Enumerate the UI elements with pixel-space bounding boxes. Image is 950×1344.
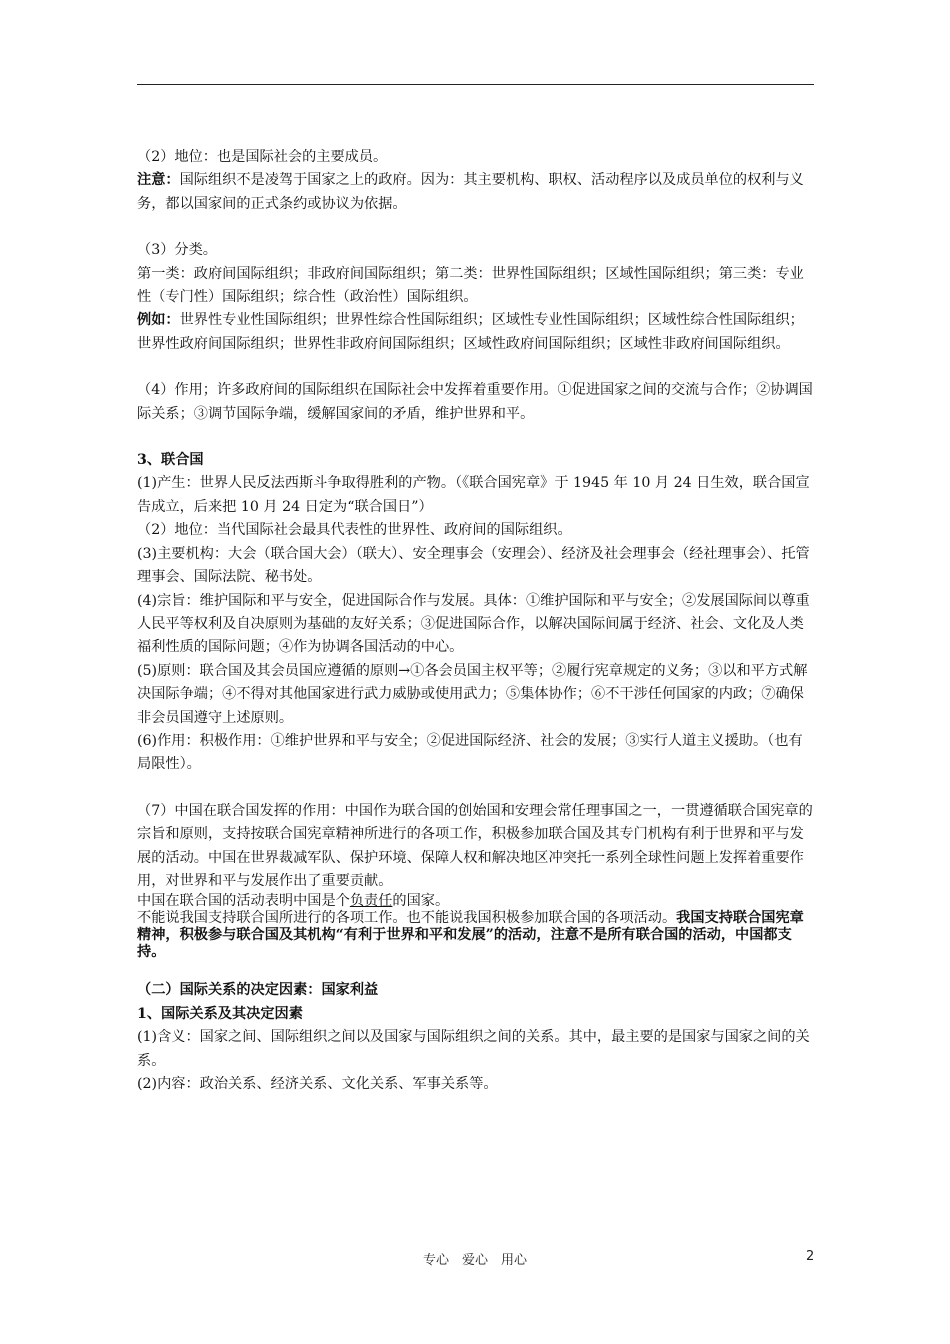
document-body — [137, 146, 814, 1096]
paragraph-china-role: （7）中国在联合国发挥的作用：中国作为联合国的创始国和安理会常任理事国之一，一贯遵循联合国宪章的宗旨和原则，支持按联合国宪章精神所进行的各项工作，积极参加联合国及其专门机构有利于世界和平与发展的活动。中国在世界裁减军队、保护环境、保障人权和解决地区冲突托一系列全球性问题上发挥着重要作用，对世界和平与发展作出了重要贡献。 — [137, 802, 813, 889]
responsible-post: 的国家。 — [392, 893, 450, 910]
paragraph-status: （2）地位：也是国际社会的主要成员。 — [137, 149, 388, 165]
footer-motto: 专心 爱心 用心 — [422, 1253, 527, 1268]
example-text: 世界性专业性国际组织；世界性综合性国际组织；区域性专业性国际组织；区域性综合性国际组织；世界性政府间国际组织；世界性非政府间国际组织；区域性政府间国际组织；区域性非政府间国际组织。 — [137, 312, 804, 352]
heading-subsection-1: 1、国际关系及其决定因素 — [137, 1005, 303, 1022]
paragraph-china-support — [137, 910, 814, 961]
paragraph-function: （4）作用；许多政府间的国际组织在国际社会中发挥着重要作用。①促进国家之间的交流与合作；②协调国际关系；③调节国际争端，缓解国家间的矛盾，维护世界和平。 — [137, 382, 813, 422]
paragraph-note — [137, 169, 814, 216]
header-rule — [137, 84, 814, 85]
example-label: 例如： — [137, 312, 180, 329]
page-number: 2 — [806, 1249, 815, 1264]
paragraph-ir-content: (2)内容：政治关系、经济关系、文化关系、军事关系等。 — [137, 1076, 498, 1092]
paragraph-types: 第一类：政府间国际组织；非政府间国际组织；第二类：世界性国际组织；区域性国际组织；第三类：专业性（专门性）国际组织；综合性（政治性）国际组织。 — [137, 265, 804, 306]
support-normal: 不能说我国支持联合国所进行的各项工作。也不能说我国积极参加联合国的各项活动。 — [137, 910, 677, 927]
paragraph-un-role: (6)作用：积极作用：①维护世界和平与安全；②促进国际经济、社会的发展；③实行人道主义援助。（也有局限性）。 — [137, 732, 803, 773]
responsible-underlined: 负责任 — [349, 893, 393, 910]
paragraph-un-origin: (1)产生：世界人民反法西斯斗争取得胜利的产物。（《联合国宪章》于 1945 年 10 月 24 日生效，联合国宣告成立，后来把 10 月 24 日定为“联合国日”） — [137, 475, 810, 515]
heading-section-2: （二）国际关系的决定因素：国家利益 — [137, 982, 379, 999]
heading-un: 3、联合国 — [137, 452, 204, 469]
note-text: 国际组织不是凌驾于国家之上的政府。因为：其主要机构、职权、活动程序以及成员单位的权利与义务，都以国家间的正式条约或协议为依据。 — [137, 172, 804, 212]
paragraph-ir-meaning: (1)含义：国家之间、国际组织之间以及国家与国际组织之间的关系。其中，最主要的是国家与国家之间的关系。 — [137, 1029, 810, 1069]
note-label: 注意： — [137, 172, 180, 189]
paragraph-un-organs: (3)主要机构：大会（联合国大会）（联大）、安全理事会（安理会）、经济及社会理事会（经社理事会）、托管理事会、国际法院、秘书处。 — [137, 545, 810, 586]
responsible-pre: 中国在联合国的活动表明中国是个 — [137, 893, 350, 910]
paragraph-example — [137, 309, 814, 356]
paragraph-un-principles: (5)原则：联合国及其会员国应遵循的原则→①各会员国主权平等；②履行宪章规定的义务；③以和平方式解决国际争端；④不得对其他国家进行武力威胁或使用武力；⑤集体协作；⑥不干涉任何国家的内政；⑦确保非会员国遵守上述原则。 — [137, 662, 808, 726]
paragraph-un-status: （2）地位：当代国际社会最具代表性的世界性、政府间的国际组织。 — [137, 522, 572, 539]
paragraph-classification: （3）分类。 — [137, 242, 217, 259]
paragraph-china-responsible — [137, 893, 814, 910]
support-bold: 我国支持联合国宪章精神，积极参与联合国及其机构“有利于世界和平和发展”的活动，注意不是所有联合国的活动，中国都支持。 — [137, 910, 804, 961]
paragraph-un-purpose: (4)宗旨：维护国际和平与安全，促进国际合作与发展。具体：①维护国际和平与安全；②发展国际间以尊重人民平等权利及自决原则为基础的友好关系；③促进国际合作，以解决国际间属于经济、社会、文化及人类福利性质的国际问题；④作为协调各国活动的中心。 — [137, 592, 810, 656]
